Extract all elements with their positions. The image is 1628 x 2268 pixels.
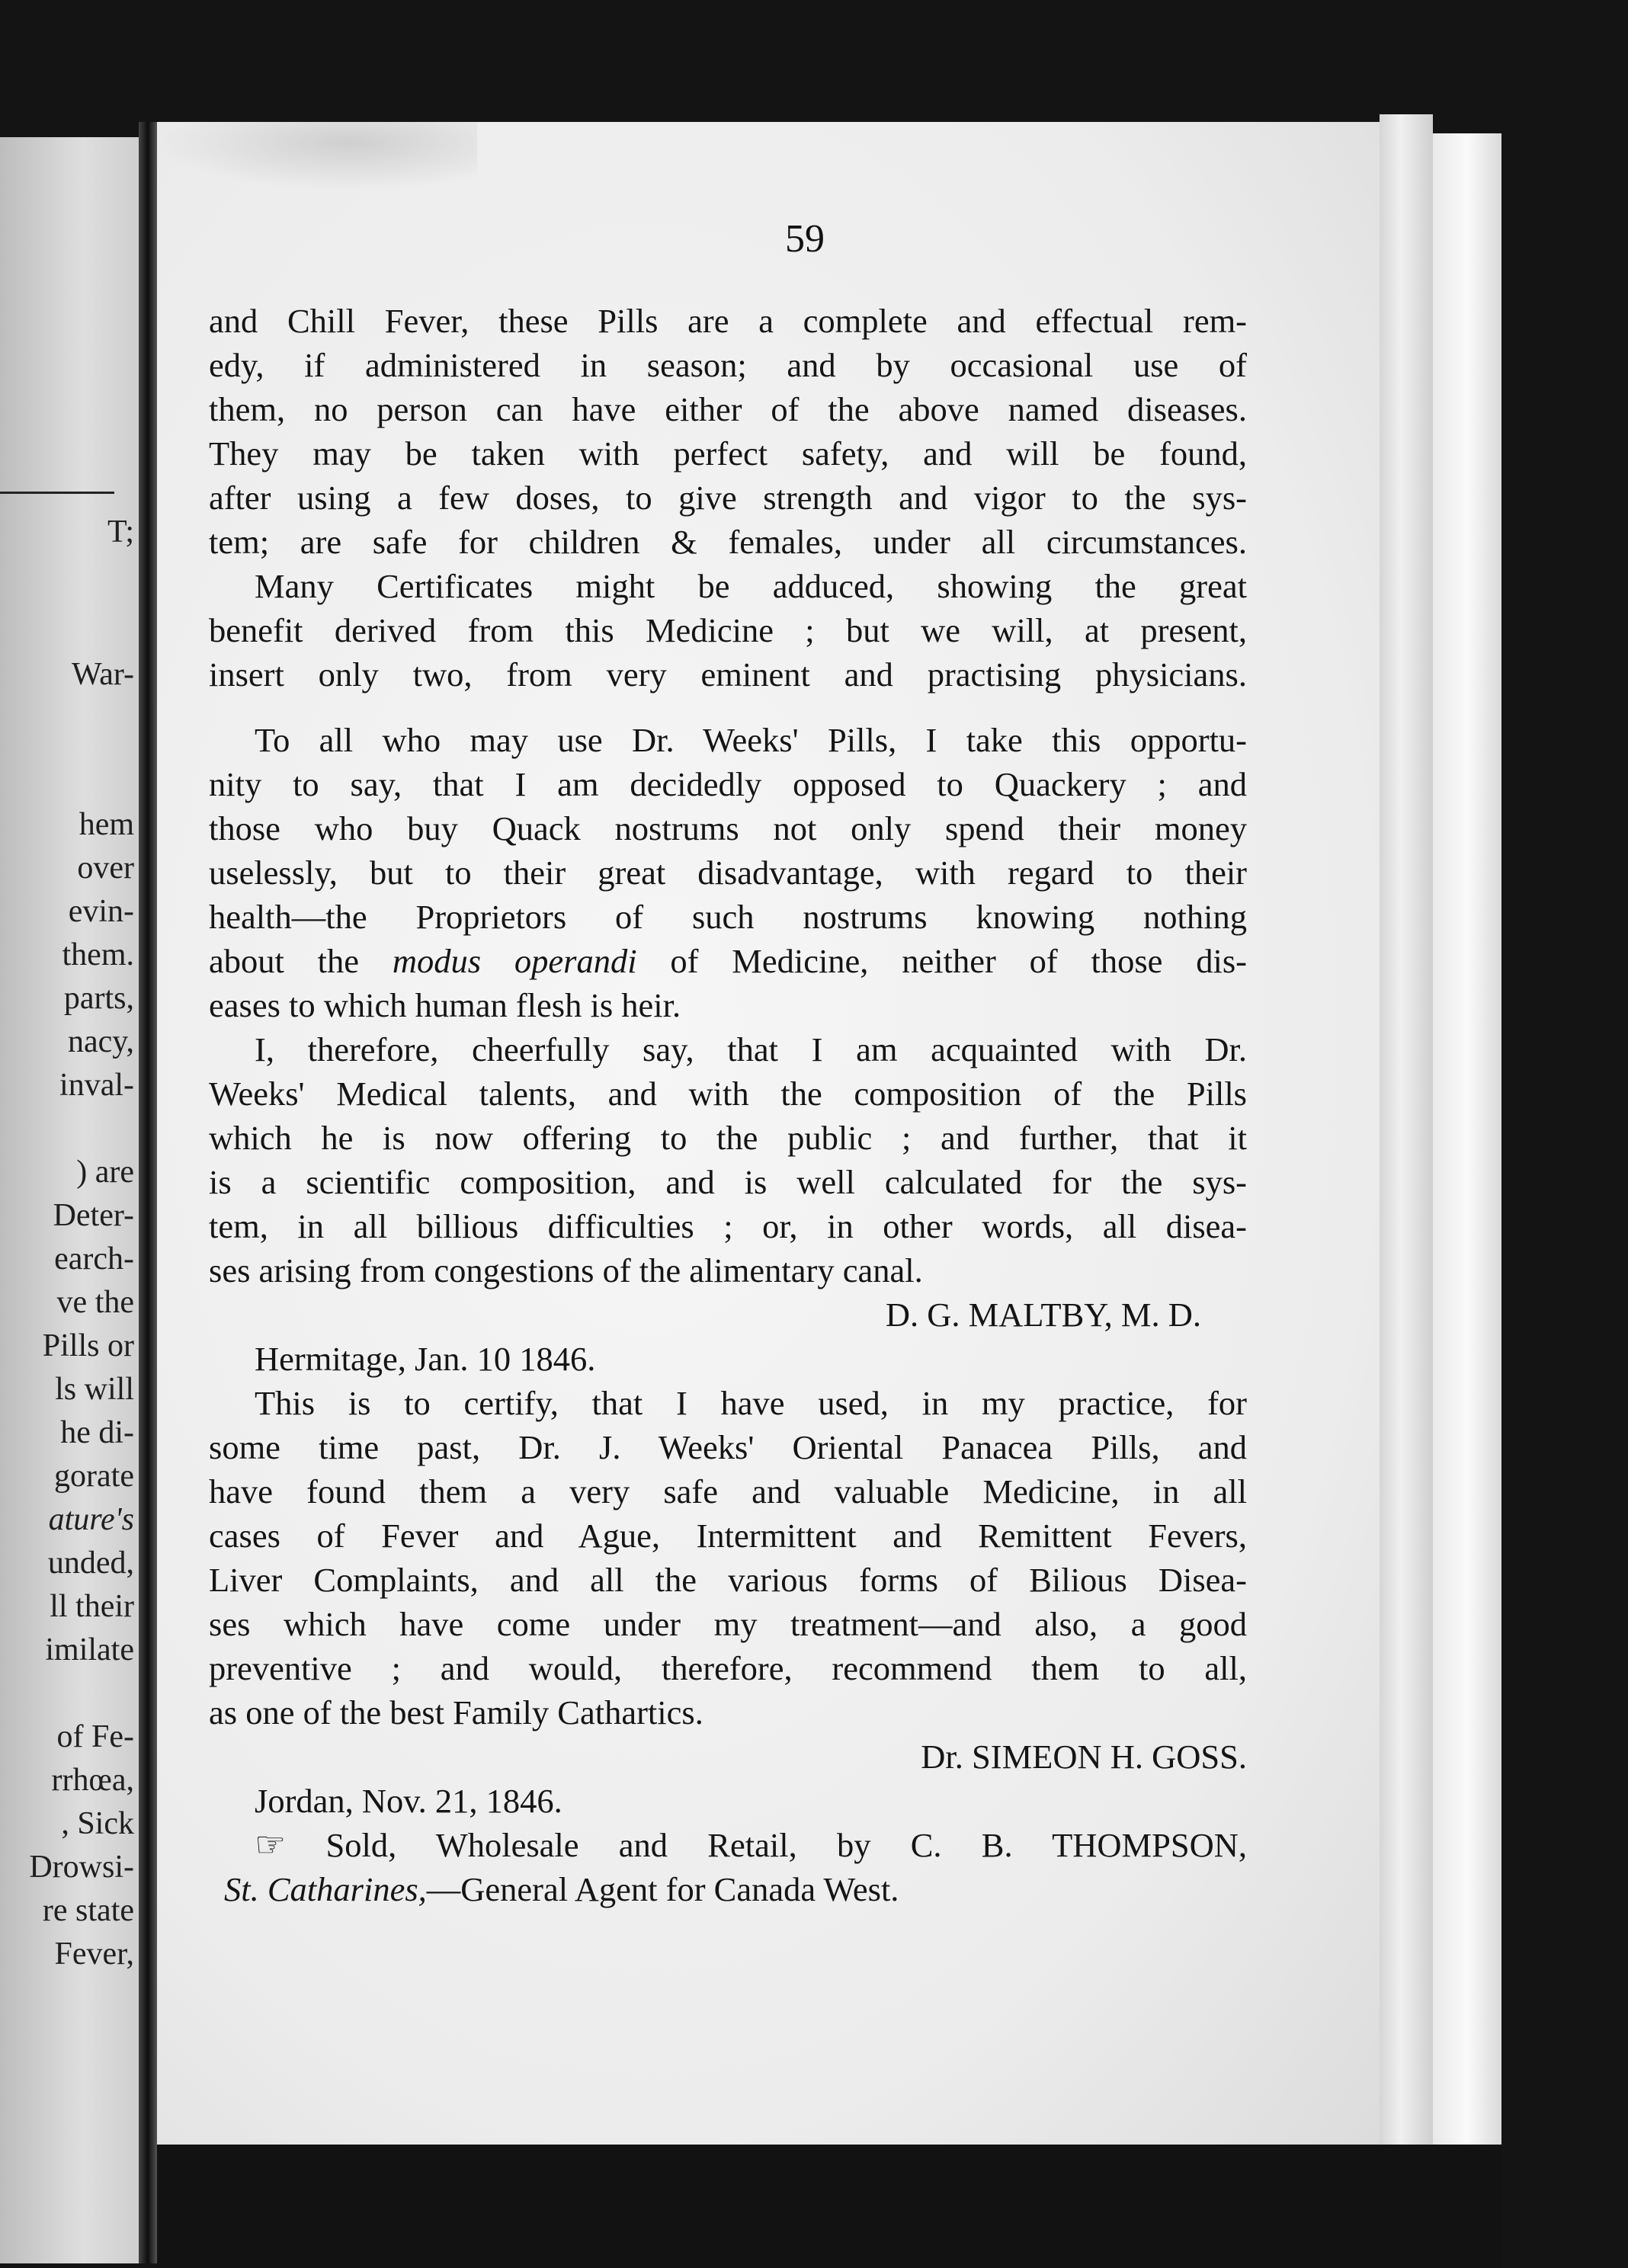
text-line: [209, 1867, 1247, 1911]
text-line: as one of the best Family Cathartics.: [209, 1693, 703, 1731]
certificate-1: [209, 718, 1247, 1381]
text-line: Liver Complaints, and all the various forms of Bilious Disea-: [209, 1561, 1247, 1599]
left-fragment: Drowsi-: [29, 1850, 134, 1885]
text-line: To all who may use Dr. Weeks' Pills, I take this opportu-: [255, 721, 1247, 759]
text-line: nity to say, that I am decidedly opposed to Quackery ; and: [209, 765, 1247, 803]
latin-phrase: modus operandi: [392, 942, 637, 980]
paragraph-1: [209, 299, 1247, 564]
left-fragment: ve the: [56, 1285, 134, 1320]
date-jordan: Jordan, Nov. 21, 1846.: [255, 1782, 562, 1820]
spacer: [209, 697, 1247, 718]
text-line: after using a few doses, to give strength and vigor to the sys-: [209, 479, 1247, 517]
text-line: have found them a very safe and valuable Medicine, in all: [209, 1472, 1247, 1510]
text-line: which he is now offering to the public ; and further, that it: [209, 1119, 1247, 1157]
text-run: of Medicine, neither of those dis-: [636, 942, 1247, 980]
left-fragment: Deter-: [53, 1198, 134, 1233]
text-line: tem, in all billious difficulties ; or, in other words, all disea-: [209, 1207, 1247, 1245]
left-fragment: them.: [62, 937, 134, 972]
left-fragment: , Sick: [61, 1806, 134, 1841]
left-fragment: he di-: [60, 1415, 134, 1450]
text-line: [209, 939, 1247, 983]
left-page-text-fragments: [5, 251, 134, 1976]
certificate-2: [209, 1381, 1247, 1823]
agent-location: St. Catharines,: [224, 1870, 427, 1908]
text-line: [209, 1823, 1247, 1867]
text-run: Sold, Wholesale and Retail, by C. B. THOMPSON,: [286, 1826, 1247, 1864]
signature-goss: Dr. SIMEON H. GOSS.: [921, 1738, 1247, 1776]
book-gutter: [139, 122, 157, 2263]
text-line: Weeks' Medical talents, and with the composition of the Pills: [209, 1075, 1247, 1113]
text-line: They may be taken with perfect safety, and will be found,: [209, 434, 1247, 472]
left-fragment: ls will: [55, 1372, 134, 1407]
left-fragment: nacy,: [67, 1024, 134, 1059]
left-page-edge: [0, 137, 139, 2263]
text-line: I, therefore, cheerfully say, that I am acquainted with Dr.: [255, 1030, 1247, 1068]
text-line: those who buy Quack nostrums not only spend their money: [209, 809, 1247, 847]
page-stack-edge-outer: [1433, 133, 1501, 2145]
left-fragment: unded,: [47, 1546, 134, 1581]
left-fragment: inval-: [59, 1068, 134, 1103]
text-run: about the: [209, 942, 393, 980]
document-page: [157, 122, 1380, 2145]
left-fragment: Pills or: [42, 1328, 134, 1363]
page-stack-edge: [1380, 114, 1433, 2145]
text-line: ses which have come under my treatment—and also, a good: [209, 1605, 1247, 1643]
text-line: uselessly, but to their great disadvantage, with regard to their: [209, 854, 1247, 892]
left-fragment: rrhœa,: [51, 1763, 134, 1798]
left-fragment: earch-: [54, 1241, 134, 1277]
left-fragment: hem: [79, 807, 134, 842]
signature-maltby: D. G. MALTBY, M. D.: [885, 1296, 1201, 1334]
page-smudge: [157, 122, 477, 191]
text-line: is a scientific composition, and is well calculated for the sys-: [209, 1163, 1247, 1201]
pointing-hand-icon: ☞: [255, 1825, 287, 1864]
text-line: insert only two, from very eminent and practising physicians.: [209, 655, 1247, 694]
left-fragment: ll their: [50, 1589, 134, 1624]
text-line: preventive ; and would, therefore, recommend them to all,: [209, 1649, 1247, 1687]
text-line: and Chill Fever, these Pills are a complete and effectual rem-: [209, 302, 1247, 340]
left-fragment: ) are: [76, 1155, 134, 1190]
text-line: health—the Proprietors of such nostrums knowing nothing: [209, 898, 1247, 936]
text-line: tem; are safe for children & females, under all circumstances.: [209, 523, 1247, 561]
agent-notice: [209, 1823, 1247, 1911]
text-line: them, no person can have either of the above named diseases.: [209, 390, 1247, 428]
left-fragment: of Fe-: [56, 1719, 134, 1754]
left-fragment: over: [77, 850, 134, 886]
text-line: eases to which human flesh is heir.: [209, 986, 681, 1024]
date-hermitage: Hermitage, Jan. 10 1846.: [255, 1340, 596, 1378]
left-fragment: evin-: [68, 894, 134, 929]
text-line: some time past, Dr. J. Weeks' Oriental Panacea Pills, and: [209, 1428, 1247, 1466]
page-number: 59: [785, 217, 825, 261]
left-fragment: re state: [42, 1893, 134, 1928]
left-fragment: War-: [71, 657, 134, 692]
text-line: cases of Fever and Ague, Intermittent and Remittent Fevers,: [209, 1517, 1247, 1555]
scan-background: [157, 2145, 1501, 2268]
paragraph-2: [209, 564, 1247, 697]
text-line: ses arising from congestions of the alimentary canal.: [209, 1251, 923, 1289]
text-line: benefit derived from this Medicine ; but we will, at present,: [209, 611, 1247, 649]
left-fragment: ature's: [48, 1502, 134, 1537]
text-line: Many Certificates might be adduced, showing the great: [255, 567, 1247, 605]
page-body: [209, 299, 1247, 1911]
left-fragment: imilate: [45, 1632, 134, 1667]
text-line: edy, if administered in season; and by occasional use of: [209, 346, 1247, 384]
left-fragment: gorate: [54, 1459, 134, 1494]
text-run: —General Agent for Canada West.: [426, 1870, 899, 1908]
left-fragment: Fever,: [54, 1936, 134, 1972]
left-fragment: parts,: [63, 981, 134, 1016]
text-line: This is to certify, that I have used, in my practice, for: [255, 1384, 1247, 1422]
left-fragment: T;: [107, 514, 134, 549]
